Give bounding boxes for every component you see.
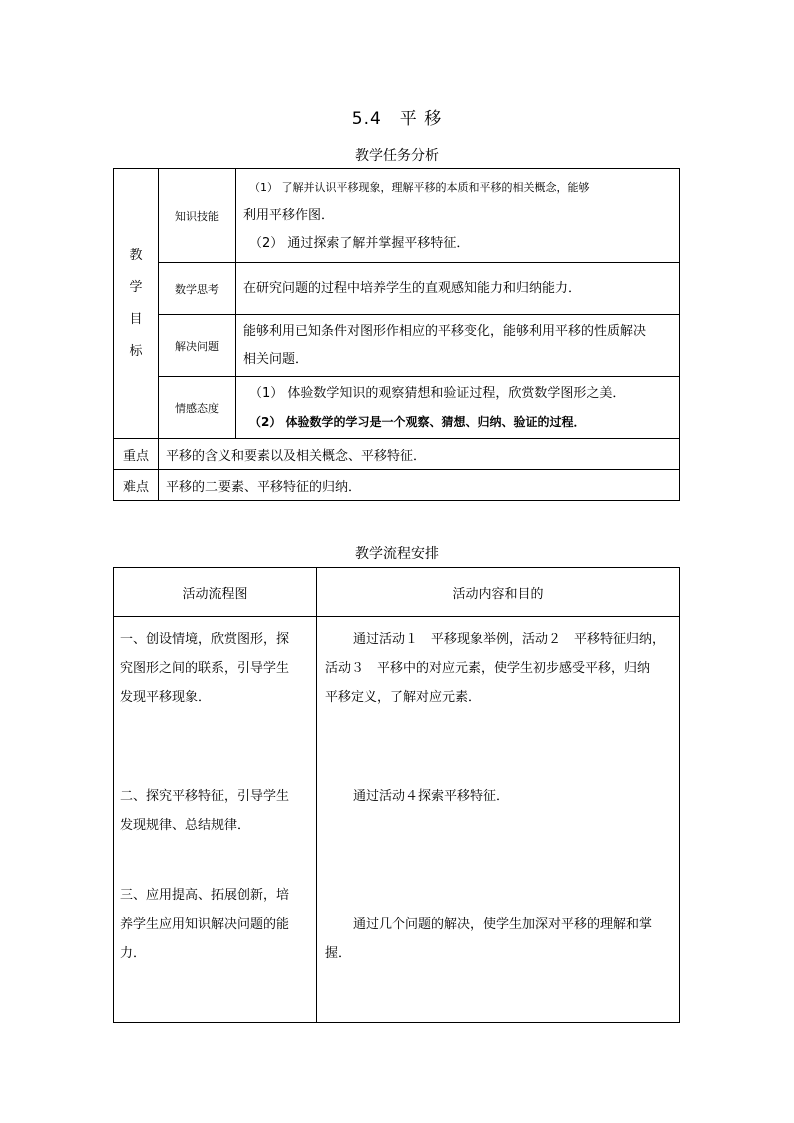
group-char: 教 <box>129 247 143 263</box>
flow-step <box>120 881 310 968</box>
flow-steps-cell <box>114 617 317 1023</box>
section-title-task-analysis: 教学任务分析 <box>355 148 439 164</box>
flow-step-line: 二、探究平移特征，引导学生 <box>120 789 290 804</box>
key-point-label: 重点 <box>114 439 159 470</box>
section-title-flow: 教学流程安排 <box>355 546 439 562</box>
flow-header-content: 活动内容和目的 <box>317 568 680 617</box>
page-title: 5.4 平 移 <box>351 109 443 129</box>
flow-content-line: 平移定义，了解对应元素． <box>325 690 482 705</box>
group-char: 标 <box>129 343 143 359</box>
objective-content <box>236 377 680 439</box>
flow-content-line: 通过几个问题的解决，使学生加深对平移的理解和掌 <box>353 917 653 932</box>
flow-step-line: 一、创设情境，欣赏图形，探 <box>120 632 290 647</box>
objective-line: （2） 体验数学的学习是一个观察、猜想、归纳、验证的过程． <box>249 414 586 429</box>
objective-line: （1） 了解并认识平移现象，理解平移的本质和平移的相关概念，能够 <box>249 180 590 194</box>
flow-step-line: 力． <box>120 946 147 961</box>
key-point-text: 平移的含义和要素以及相关概念、平移特征． <box>159 439 680 470</box>
objective-line: （2） 通过探索了解并掌握平移特征． <box>249 235 470 251</box>
group-char: 学 <box>129 279 143 295</box>
flow-content-line: 活动３ 平移中的对应元素，使学生初步感受平移，归纳 <box>325 661 651 676</box>
group-char: 目 <box>129 311 143 327</box>
flow-step <box>120 782 310 840</box>
objectives-table <box>113 168 680 501</box>
objective-line: 相关问题． <box>243 351 309 367</box>
flow-content <box>325 625 673 712</box>
objective-line: 在研究问题的过程中培养学生的直观感知能力和归纳能力． <box>243 280 582 296</box>
objective-label: 数学思考 <box>159 263 236 315</box>
objective-label: 解决问题 <box>159 315 236 377</box>
flow-step-line: 发现平移现象． <box>120 690 212 705</box>
flow-content-line: 握． <box>325 946 352 961</box>
flow-step-line: 发现规律、总结规律． <box>120 818 251 833</box>
objective-content <box>236 315 680 377</box>
flow-step-line: 养学生应用知识解决问题的能 <box>120 917 290 932</box>
objective-line: 能够利用已知条件对图形作相应的平移变化，能够利用平移的性质解决 <box>243 323 647 339</box>
objective-line: （1） 体验数学知识的观察猜想和验证过程，欣赏数学图形之美． <box>249 385 626 401</box>
objective-content <box>236 263 680 315</box>
flow-header-diagram: 活动流程图 <box>114 568 317 617</box>
flow-content-line: 通过活动４探索平移特征． <box>353 789 510 804</box>
flow-table <box>113 567 680 1023</box>
objective-label: 知识技能 <box>159 169 236 263</box>
flow-step-line: 究图形之间的联系，引导学生 <box>120 661 290 676</box>
objective-line: 利用平移作图． <box>243 207 335 223</box>
flow-content-line: 通过活动１ 平移现象举例，活动２ 平移特征归纳， <box>353 632 666 647</box>
objective-content <box>236 169 680 263</box>
flow-content-cell <box>317 617 680 1023</box>
objectives-group-label <box>114 169 159 439</box>
objective-label: 情感态度 <box>159 377 236 439</box>
flow-content <box>325 782 673 811</box>
difficult-point-label: 难点 <box>114 470 159 501</box>
difficult-point-text: 平移的二要素、平移特征的归纳． <box>159 470 680 501</box>
flow-content <box>325 910 673 968</box>
flow-step-line: 三、应用提高、拓展创新，培 <box>120 888 290 903</box>
flow-step <box>120 625 310 712</box>
